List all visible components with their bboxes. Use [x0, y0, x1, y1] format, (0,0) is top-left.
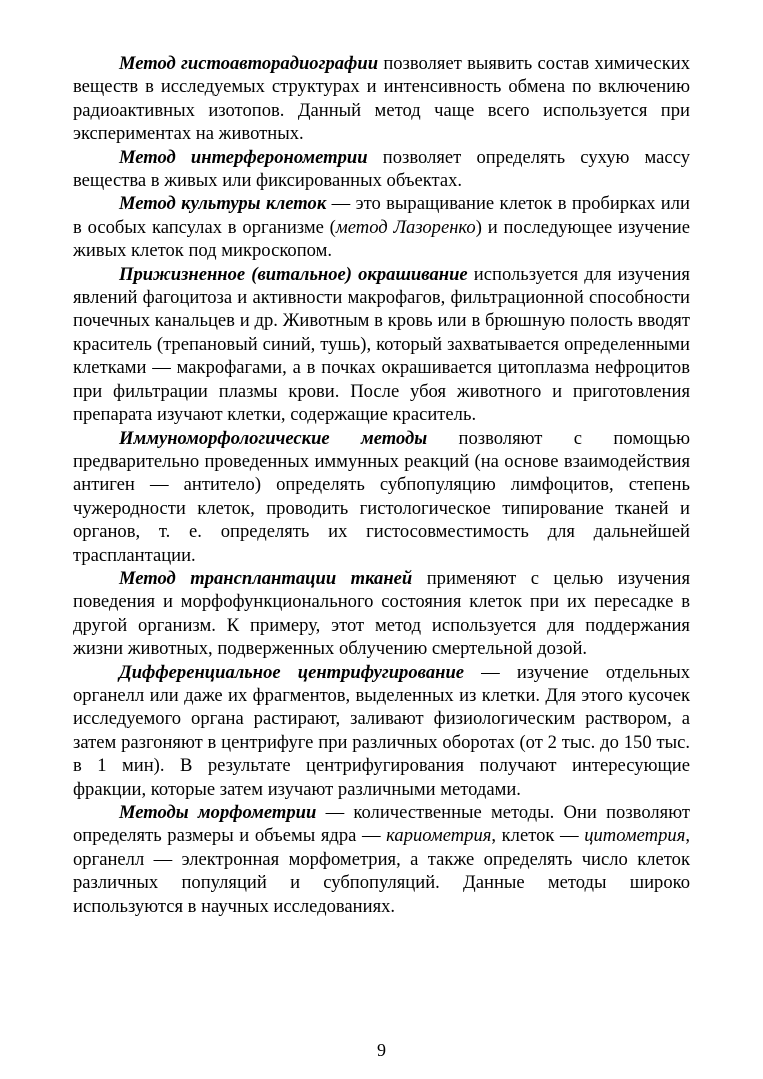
paragraph-text: — количественные методы. Они позволяют определять размеры и объемы ядра — — [73, 802, 690, 847]
paragraph-text: позволяет определять сухую массу вещества в живых или фиксированных объектах. — [73, 146, 690, 192]
term-transplantation: Метод трансплантации тканей — [119, 567, 413, 589]
paragraph-text: позволяют с помощью предварительно проведенных иммунных реакций (на основе взаимодействия антиген — антитело) определять субпопуляцию лимфоцитов, степень чужеродности клеток, проводить гистологическое типирование тканей и органов, т. е. определять их гистосовместимость для дальнейшей трасплантации. — [73, 427, 690, 566]
paragraph-text: — изучение отдельных органелл или даже их фрагментов, выделенных из клетки. Для этого кусочек исследуемого органа растирают, заливают физиологическим раствором, а затем разгоняют в центрифуге при различных оборотах (от 2 тыс. до 150 тыс. в 1 мин). В результате центрифугирования получают интересующие фракции, которые затем изучают различными методами. — [73, 661, 690, 800]
paragraph-morphometry — [73, 801, 690, 918]
term-histoautoradiography: Метод гистоавторадиографии — [119, 53, 379, 74]
term-morphometry: Методы морфометрии — [119, 802, 317, 823]
paragraph-text: используется для изучения явлений фагоцитоза и активности макрофагов, фильтрационной способности почечных канальцев и др. Животным в кровь или в брюшную полость вводят краситель (трепановый синий, тушь), который захватывается определенными клетками — макрофагами, а в почках окрашивается цитоплазма нефроцитов при фильтрации плазмы крови. После убоя животного и приготовления препарата изучают клетки, содержащие краситель. — [73, 263, 690, 426]
term-vital-staining: Прижизненное (витальное) окрашивание — [119, 263, 468, 285]
paragraph-histoautoradiography — [73, 52, 690, 146]
term-interferometry: Метод интерферонометрии — [119, 146, 368, 168]
paragraph-interferometry — [73, 146, 690, 193]
paragraph-immunomorphology — [73, 427, 690, 567]
term-centrifugation: Дифференциальное центрифугирование — [119, 661, 465, 683]
paragraph-text: , клеток — — [491, 825, 585, 847]
paragraph-text: , органелл — электронная морфометрия, а также определять число клеток различных популяций и субпопуляций. Данные методы широко используются в научных исследованиях. — [73, 825, 690, 917]
italic-karyometry: кариометрия — [386, 825, 492, 847]
paragraph-vital-staining — [73, 263, 690, 427]
page-body — [73, 52, 690, 918]
paragraph-centrifugation — [73, 661, 690, 801]
paragraph-transplantation — [73, 567, 690, 661]
paragraph-cell-culture — [73, 192, 690, 262]
italic-method-lazorenko: метод Лазоренко — [335, 216, 476, 238]
term-cell-culture: Метод культуры клеток — [119, 193, 327, 215]
paragraph-text: ) и последующее изучение живых клеток под микроскопом. — [73, 216, 690, 262]
paragraph-text: применяют с целью изучения поведения и морфофункционального состояния клеток при их пересадке в другой организм. К примеру, этот метод используется для поддержания жизни животных, подверженных облучению смертельной дозой. — [73, 567, 690, 660]
term-immunomorphology: Иммуноморфологические методы — [119, 427, 428, 449]
paragraph-text: — это выращивание клеток в пробирках или в особых капсулах в организме ( — [73, 193, 690, 238]
paragraph-text: позволяет выявить состав химических веществ в исследуемых структурах и интенсивность обмена по включению радиоактивных изотопов. Данный метод чаще всего используется при экспериментах на животных. — [73, 53, 690, 145]
page-number: 9 — [377, 1040, 386, 1060]
italic-cytometry: цитометрия — [584, 825, 686, 847]
